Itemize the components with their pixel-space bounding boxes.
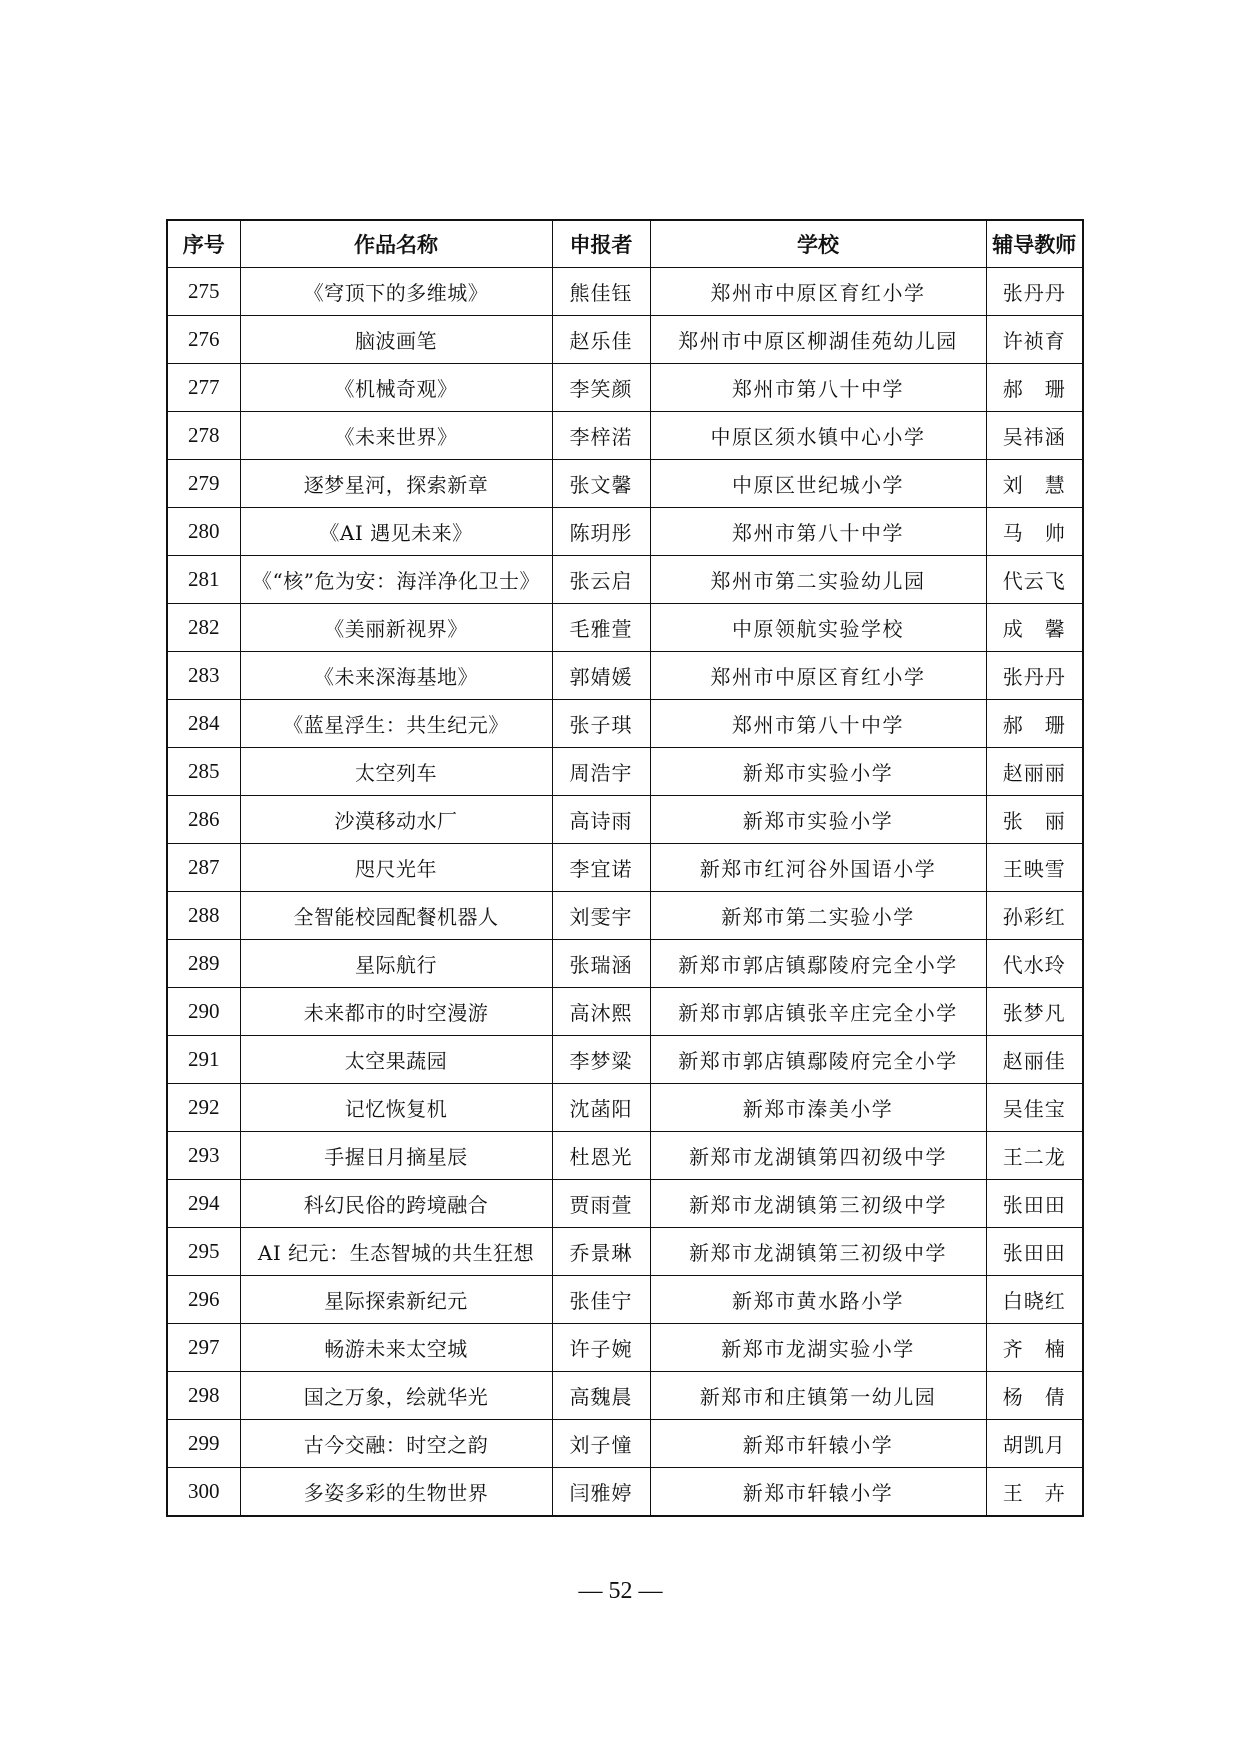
table-row xyxy=(167,1276,1083,1324)
cell-seq: 290 xyxy=(167,988,240,1036)
cell-title: 记忆恢复机 xyxy=(240,1084,552,1132)
table-row xyxy=(167,268,1083,316)
cell-seq: 292 xyxy=(167,1084,240,1132)
cell-teacher: 吴佳宝 xyxy=(986,1084,1083,1132)
cell-author: 毛雅萱 xyxy=(552,604,650,652)
cell-author: 李梓渃 xyxy=(552,412,650,460)
cell-seq: 293 xyxy=(167,1132,240,1180)
page-number: — 52 — xyxy=(578,1578,663,1604)
table-row xyxy=(167,652,1083,700)
cell-title: 《蓝星浮生：共生纪元》 xyxy=(240,700,552,748)
cell-title: 手握日月摘星辰 xyxy=(240,1132,552,1180)
cell-author: 郭婧媛 xyxy=(552,652,650,700)
table-row xyxy=(167,1084,1083,1132)
cell-school: 新郑市实验小学 xyxy=(650,748,986,796)
cell-title: 《美丽新视界》 xyxy=(240,604,552,652)
cell-author: 高诗雨 xyxy=(552,796,650,844)
table-body xyxy=(167,268,1083,1517)
cell-title: 《“核”危为安：海洋净化卫士》 xyxy=(240,556,552,604)
cell-author: 许子婉 xyxy=(552,1324,650,1372)
cell-school: 新郑市龙湖镇第三初级中学 xyxy=(650,1180,986,1228)
cell-teacher: 许祯育 xyxy=(986,316,1083,364)
cell-title: 古今交融：时空之韵 xyxy=(240,1420,552,1468)
cell-title: 国之万象，绘就华光 xyxy=(240,1372,552,1420)
cell-author: 熊佳钰 xyxy=(552,268,650,316)
header-author: 申报者 xyxy=(552,220,650,268)
cell-seq: 281 xyxy=(167,556,240,604)
cell-seq: 276 xyxy=(167,316,240,364)
table-row xyxy=(167,604,1083,652)
cell-teacher: 杨 倩 xyxy=(986,1372,1083,1420)
cell-author: 张佳宁 xyxy=(552,1276,650,1324)
cell-author: 贾雨萱 xyxy=(552,1180,650,1228)
cell-author: 李笑颜 xyxy=(552,364,650,412)
cell-seq: 299 xyxy=(167,1420,240,1468)
cell-school: 新郑市黄水路小学 xyxy=(650,1276,986,1324)
cell-title: 畅游未来太空城 xyxy=(240,1324,552,1372)
cell-school: 郑州市第八十中学 xyxy=(650,508,986,556)
cell-school: 新郑市溱美小学 xyxy=(650,1084,986,1132)
header-teacher: 辅导教师 xyxy=(986,220,1083,268)
cell-seq: 285 xyxy=(167,748,240,796)
cell-school: 新郑市和庄镇第一幼儿园 xyxy=(650,1372,986,1420)
cell-title: 《未来深海基地》 xyxy=(240,652,552,700)
cell-teacher: 刘 慧 xyxy=(986,460,1083,508)
cell-teacher: 张丹丹 xyxy=(986,268,1083,316)
table-row xyxy=(167,1228,1083,1276)
cell-author: 刘子憧 xyxy=(552,1420,650,1468)
table-row xyxy=(167,700,1083,748)
cell-title: 《穹顶下的多维城》 xyxy=(240,268,552,316)
cell-teacher: 赵丽丽 xyxy=(986,748,1083,796)
cell-school: 新郑市龙湖实验小学 xyxy=(650,1324,986,1372)
cell-teacher: 马 帅 xyxy=(986,508,1083,556)
cell-school: 新郑市轩辕小学 xyxy=(650,1468,986,1517)
cell-seq: 289 xyxy=(167,940,240,988)
cell-seq: 282 xyxy=(167,604,240,652)
cell-school: 郑州市中原区柳湖佳苑幼儿园 xyxy=(650,316,986,364)
cell-author: 张子琪 xyxy=(552,700,650,748)
cell-teacher: 郝 珊 xyxy=(986,364,1083,412)
cell-teacher: 王 卉 xyxy=(986,1468,1083,1517)
cell-school: 中原区须水镇中心小学 xyxy=(650,412,986,460)
cell-author: 张云启 xyxy=(552,556,650,604)
cell-title: 沙漠移动水厂 xyxy=(240,796,552,844)
table-header-row xyxy=(167,220,1083,268)
cell-title: 太空果蔬园 xyxy=(240,1036,552,1084)
cell-teacher: 王二龙 xyxy=(986,1132,1083,1180)
cell-teacher: 吴祎涵 xyxy=(986,412,1083,460)
table-row xyxy=(167,508,1083,556)
cell-school: 新郑市第二实验小学 xyxy=(650,892,986,940)
header-school: 学校 xyxy=(650,220,986,268)
cell-school: 新郑市实验小学 xyxy=(650,796,986,844)
cell-teacher: 胡凯月 xyxy=(986,1420,1083,1468)
cell-seq: 295 xyxy=(167,1228,240,1276)
cell-title: 《未来世界》 xyxy=(240,412,552,460)
table-row xyxy=(167,1372,1083,1420)
cell-teacher: 张丹丹 xyxy=(986,652,1083,700)
cell-school: 中原领航实验学校 xyxy=(650,604,986,652)
cell-teacher: 代水玲 xyxy=(986,940,1083,988)
cell-seq: 286 xyxy=(167,796,240,844)
cell-teacher: 张田田 xyxy=(986,1180,1083,1228)
award-list-table xyxy=(166,219,1084,1517)
cell-school: 郑州市第二实验幼儿园 xyxy=(650,556,986,604)
cell-teacher: 成 馨 xyxy=(986,604,1083,652)
table-row xyxy=(167,844,1083,892)
cell-author: 高沐熙 xyxy=(552,988,650,1036)
cell-seq: 277 xyxy=(167,364,240,412)
table-row xyxy=(167,412,1083,460)
table-row xyxy=(167,556,1083,604)
cell-school: 郑州市中原区育红小学 xyxy=(650,268,986,316)
cell-seq: 284 xyxy=(167,700,240,748)
cell-seq: 280 xyxy=(167,508,240,556)
cell-school: 新郑市龙湖镇第三初级中学 xyxy=(650,1228,986,1276)
cell-seq: 298 xyxy=(167,1372,240,1420)
cell-seq: 288 xyxy=(167,892,240,940)
cell-school: 中原区世纪城小学 xyxy=(650,460,986,508)
cell-teacher: 张 丽 xyxy=(986,796,1083,844)
table-row xyxy=(167,1036,1083,1084)
table-row xyxy=(167,316,1083,364)
cell-author: 闫雅婷 xyxy=(552,1468,650,1517)
cell-school: 新郑市轩辕小学 xyxy=(650,1420,986,1468)
cell-school: 新郑市郭店镇鄢陵府完全小学 xyxy=(650,1036,986,1084)
cell-author: 李梦粱 xyxy=(552,1036,650,1084)
cell-seq: 297 xyxy=(167,1324,240,1372)
cell-title: 全智能校园配餐机器人 xyxy=(240,892,552,940)
table-row xyxy=(167,892,1083,940)
cell-seq: 294 xyxy=(167,1180,240,1228)
cell-school: 郑州市中原区育红小学 xyxy=(650,652,986,700)
cell-author: 陈玥彤 xyxy=(552,508,650,556)
cell-school: 新郑市郭店镇张辛庄完全小学 xyxy=(650,988,986,1036)
table-row xyxy=(167,1420,1083,1468)
cell-school: 郑州市第八十中学 xyxy=(650,700,986,748)
cell-author: 乔景琳 xyxy=(552,1228,650,1276)
table-row xyxy=(167,988,1083,1036)
cell-seq: 287 xyxy=(167,844,240,892)
table-row xyxy=(167,1468,1083,1517)
cell-teacher: 张田田 xyxy=(986,1228,1083,1276)
table-row xyxy=(167,1180,1083,1228)
table-row xyxy=(167,364,1083,412)
cell-author: 李宜诺 xyxy=(552,844,650,892)
cell-seq: 278 xyxy=(167,412,240,460)
cell-school: 新郑市红河谷外国语小学 xyxy=(650,844,986,892)
cell-seq: 291 xyxy=(167,1036,240,1084)
cell-author: 刘雯宇 xyxy=(552,892,650,940)
cell-author: 周浩宇 xyxy=(552,748,650,796)
cell-seq: 296 xyxy=(167,1276,240,1324)
cell-teacher: 白晓红 xyxy=(986,1276,1083,1324)
header-seq: 序号 xyxy=(167,220,240,268)
cell-seq: 300 xyxy=(167,1468,240,1517)
cell-title: 科幻民俗的跨境融合 xyxy=(240,1180,552,1228)
cell-title: 脑波画笔 xyxy=(240,316,552,364)
cell-title: 星际航行 xyxy=(240,940,552,988)
cell-author: 沈菡阳 xyxy=(552,1084,650,1132)
cell-teacher: 王映雪 xyxy=(986,844,1083,892)
header-title: 作品名称 xyxy=(240,220,552,268)
cell-school: 新郑市龙湖镇第四初级中学 xyxy=(650,1132,986,1180)
cell-author: 张文馨 xyxy=(552,460,650,508)
table-row xyxy=(167,796,1083,844)
cell-title: 多姿多彩的生物世界 xyxy=(240,1468,552,1517)
cell-school: 郑州市第八十中学 xyxy=(650,364,986,412)
table-row xyxy=(167,748,1083,796)
cell-title: 逐梦星河，探索新章 xyxy=(240,460,552,508)
cell-title: 《机械奇观》 xyxy=(240,364,552,412)
cell-seq: 283 xyxy=(167,652,240,700)
cell-title: AI 纪元：生态智城的共生狂想 xyxy=(240,1228,552,1276)
cell-title: 星际探索新纪元 xyxy=(240,1276,552,1324)
cell-author: 高魏晨 xyxy=(552,1372,650,1420)
cell-title: 《AI 遇见未来》 xyxy=(240,508,552,556)
cell-author: 杜恩光 xyxy=(552,1132,650,1180)
cell-teacher: 郝 珊 xyxy=(986,700,1083,748)
cell-seq: 275 xyxy=(167,268,240,316)
cell-title: 太空列车 xyxy=(240,748,552,796)
cell-teacher: 齐 楠 xyxy=(986,1324,1083,1372)
table-row xyxy=(167,940,1083,988)
cell-seq: 279 xyxy=(167,460,240,508)
cell-author: 赵乐佳 xyxy=(552,316,650,364)
cell-teacher: 赵丽佳 xyxy=(986,1036,1083,1084)
table-row xyxy=(167,1132,1083,1180)
cell-school: 新郑市郭店镇鄢陵府完全小学 xyxy=(650,940,986,988)
cell-title: 咫尺光年 xyxy=(240,844,552,892)
cell-teacher: 孙彩红 xyxy=(986,892,1083,940)
cell-author: 张瑞涵 xyxy=(552,940,650,988)
cell-teacher: 代云飞 xyxy=(986,556,1083,604)
table-row xyxy=(167,460,1083,508)
cell-teacher: 张梦凡 xyxy=(986,988,1083,1036)
cell-title: 未来都市的时空漫游 xyxy=(240,988,552,1036)
table-row xyxy=(167,1324,1083,1372)
